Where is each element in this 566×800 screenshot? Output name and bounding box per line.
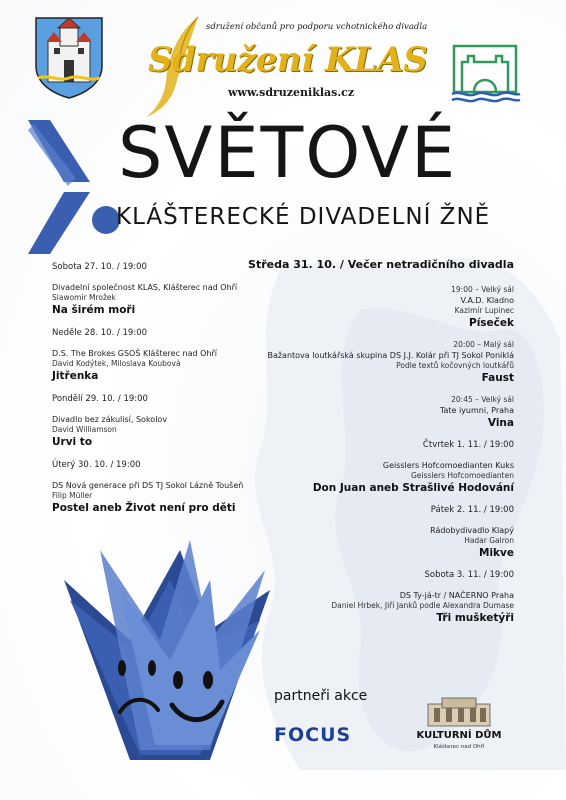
play-author: Podle textů kočovných loutkářů xyxy=(396,361,514,370)
play-title: Postel aneb Život není pro děti xyxy=(52,502,236,514)
program-slot: 20:45 – Velký sál xyxy=(451,395,514,404)
org-tagline: sdružení občanů pro podporu vchotnického divadla xyxy=(206,22,428,32)
theatre-group: DS Nová generace při DS TJ Sokol Lázně Toušeň xyxy=(52,481,244,490)
play-author: David Kodýtek, Miloslava Koubová xyxy=(52,359,181,368)
town-crest-icon xyxy=(34,16,104,100)
play-title: Jitřenka xyxy=(52,370,99,382)
culture-house-subtitle: Klášterec nad Ohří xyxy=(433,744,485,750)
theatre-group: Rádobydivadlo Klapý xyxy=(430,526,514,535)
program-entry xyxy=(224,285,514,330)
play-author: Kazimír Lupinec xyxy=(454,306,514,315)
theatre-group: DS Ty-já-tr / NAČERNO Praha xyxy=(399,591,514,600)
program-day: Čtvrtek 1. 11. / 19:00 xyxy=(422,440,514,450)
play-title: Mikve xyxy=(479,547,514,559)
program-slot: 20:00 – Malý sál xyxy=(453,340,514,349)
program-day: Neděle 28. 10. / 19:00 xyxy=(52,328,148,338)
culture-house-title: KULTURNÍ DŮM xyxy=(416,730,502,741)
play-title: Faust xyxy=(481,372,514,384)
play-author: Hadar Galron xyxy=(464,536,514,545)
theatre-group: Geisslers Hofcomoedianten Kuks xyxy=(382,461,514,470)
roman-numeral-graphic xyxy=(28,120,124,254)
play-title: Vina xyxy=(487,417,514,429)
play-author: Daniel Hrbek, Jiří Janků podle Alexandra Dumase xyxy=(331,601,514,610)
play-author: Filip Müller xyxy=(52,491,93,500)
theatre-group: V.A.D. Kladno xyxy=(460,296,514,305)
program-day: Sobota 3. 11. / 19:00 xyxy=(424,570,514,580)
org-name: Sdružení KLAS xyxy=(148,40,428,80)
castle-bridge-logo-icon xyxy=(448,40,522,104)
play-title: Urvi to xyxy=(52,436,93,448)
program-entry xyxy=(224,395,514,430)
festival-subtitle: KLÁŠTERECKÉ DIVADELNÍ ŽNĚ xyxy=(116,204,491,230)
org-website[interactable]: www.sdruzeniklas.cz xyxy=(228,86,355,99)
wednesday-heading: Středa 31. 10. / Večer netradičního divadla xyxy=(248,258,514,271)
focus-logo: FOCUS xyxy=(274,724,352,746)
play-author: David Williamson xyxy=(52,425,117,434)
play-title: Na širém moři xyxy=(52,304,136,316)
program-day: Pátek 2. 11. / 19:00 xyxy=(430,505,514,515)
theatre-group: Bažantova loutkářská skupina DS J.J. Kolár při TJ Sokol Poniklá xyxy=(267,351,514,360)
program-slot: 19:00 – Velký sál xyxy=(451,285,514,294)
play-title: Tři mušketýři xyxy=(436,612,514,624)
festival-title: SVĚTOVÉ xyxy=(118,112,458,194)
program-day: Sobota 27. 10. / 19:00 xyxy=(52,262,147,272)
play-author: Geisslers Hofcomoedianten xyxy=(411,471,514,480)
theatre-group: D.S. The Brokes GSOŠ Klášterec nad Ohří xyxy=(52,349,218,358)
program-day: Pondělí 29. 10. / 19:00 xyxy=(52,394,148,404)
theatre-group: Tate iyumni, Praha xyxy=(439,406,514,415)
play-author: Slawomir Mrožek xyxy=(52,293,116,302)
play-title: Píseček xyxy=(469,317,514,329)
theatre-group: Divadlo bez zákulisí, Sokolov xyxy=(52,415,168,424)
partners-heading: partneři akce xyxy=(274,688,368,704)
program-entry xyxy=(224,340,514,385)
theatre-group: Divadelní společnost KLAS, Klášterec nad Ohří xyxy=(52,283,238,292)
play-title: Don Juan aneb Strašlivé Hodování xyxy=(312,482,514,494)
program-day: Úterý 30. 10. / 19:00 xyxy=(52,460,141,470)
program-entry xyxy=(224,440,514,495)
theatre-masks-icon xyxy=(60,530,280,770)
